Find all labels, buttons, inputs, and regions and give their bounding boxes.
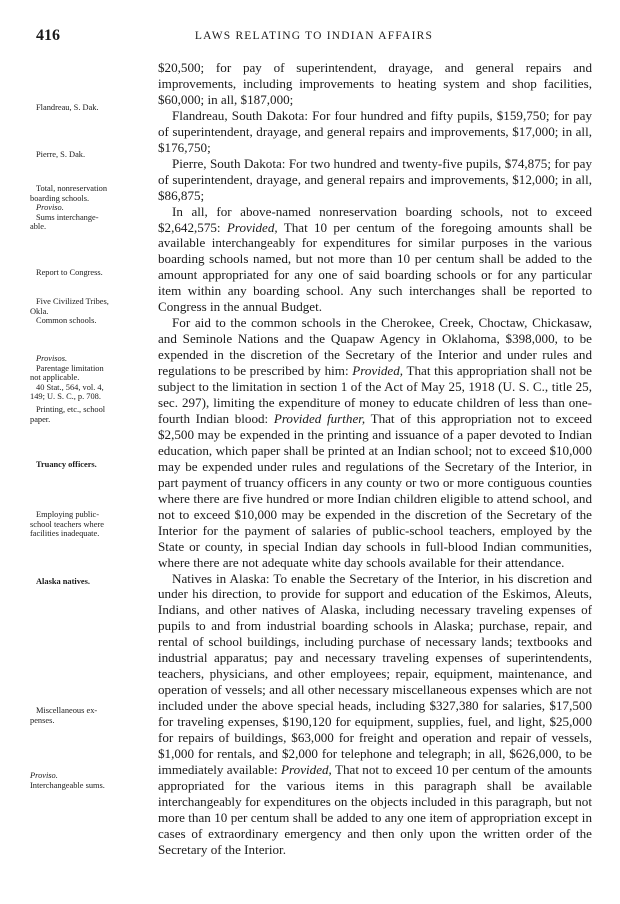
- paragraph-flandreau: Flandreau, South Dakota: For four hundred and fifty pupils, $159,750; for pay of superintendent, drayage, and general repairs and improvements, $17,000; in all, $176,750;: [158, 107, 592, 155]
- margin-note-pierre: Pierre, S. Dak.: [36, 150, 86, 159]
- margin-note-interchangeable: Proviso. Interchangeable sums.: [30, 771, 105, 790]
- paragraph-continued: $20,500; for pay of superintendent, drayage, and general repairs and improvements, including improvements to heating system and shop facilities, $60,000; in all, $187,000;: [158, 60, 592, 107]
- margin-note-total-boarding-schools: Total, nonreservation boarding schools. Proviso. Sums interchange- able.: [30, 184, 108, 231]
- margin-note-alaska-natives: Alaska natives.: [36, 577, 90, 586]
- paragraph-pierre: Pierre, South Dakota: For two hundred and twenty-five pupils, $74,875; for pay of superintendent, drayage, and general repairs and improvements, $12,000; in all, $86,875;: [158, 155, 592, 203]
- margin-note-miscellaneous: Miscellaneous ex- penses.: [30, 706, 98, 725]
- margin-note-printing: Printing, etc., school paper.: [30, 405, 106, 424]
- margin-note-employing-teachers: Employing public- school teachers where facilities inadequate.: [30, 510, 104, 538]
- running-head: LAWS RELATING TO INDIAN AFFAIRS: [194, 30, 434, 42]
- paragraph-alaska-natives: Natives in Alaska: To enable the Secretary of the Interior, in his discretion and under his direction, to provide for support and education of the Eskimos, Aleuts, Indians, and other natives of Alaska, including necessary traveling expenses of pupils to and from industrial boarding schools in Alaska; purchase, repair, and rental of school buildings, including purchase of necessary lands; textbooks and industrial apparatus; pay and necessary traveling expenses of superintendents, teachers, physicians, and other employees; repair, equipment, maintenance, and operation of vessels; and all other necessary miscellaneous expenses which are not included under the above special heads, including $327,380 for salaries, $17,500 for traveling expenses, $190,120 for equipment, supplies, fuel, and light, $25,000 for repairs of buildings, $63,000 for freight and operation and repair of vessels, $1,000 for rentals, and $2,000 for telephone and telegraph; in all, $626,000, to be immediately available: Provided, That not to exceed 10 per centum of the amounts appropriated for the various items in this paragraph shall be available interchangeably for expenditures on the objects included in this paragraph, but not more than 10 per centum shall be added to any one item of appropriation except in cases of extraordinary emergency and then only upon the written order of the Secretary of the Interior.: [158, 570, 592, 857]
- margin-note-flandreau: Flandreau, S. Dak.: [36, 103, 99, 112]
- page-header: [36, 27, 592, 49]
- main-text: [158, 60, 592, 858]
- margin-note-provisos: Provisos. Parentage limitation not applicable. 40 Stat., 564, vol. 4, 149; U. S. C., p. 708.: [30, 354, 104, 401]
- margin-note-five-civilized-tribes: Five Civilized Tribes, Okla. Common schools.: [30, 297, 109, 325]
- margin-note-report-to-congress: Report to Congress.: [36, 268, 103, 277]
- paragraph-total-boarding-schools: In all, for above-named nonreservation boarding schools, not to exceed $2,642,575: Provided, That 10 per centum of the foregoing amounts shall be available interchangeably for expenditures for similar purposes in the various boarding schools named, but not more than 10 per centum shall be added to the amount appropriated for any one of said boarding schools or for any particular item within any boarding school. Any such interchanges shall be reported to Congress in the annual Budget.: [158, 203, 592, 315]
- paragraph-common-schools: For aid to the common schools in the Cherokee, Creek, Choctaw, Chickasaw, and Seminole Nations and the Quapaw Agency in Oklahoma, $398,000, to be expended in the discretion of the Secretary of the Interior and under rules and regulations to be prescribed by him: Provided, That this appropriation shall not be subject to the limitation in section 1 of the Act of May 25, 1918 (U. S. C., title 25, sec. 297), limiting the expenditure of money to educate children of less than one-fourth Indian blood: Provided further, That of this appropriation not to exceed $2,500 may be expended in the printing and issuance of a paper devoted to Indian education, which paper shall be printed at an Indian school; not to exceed $10,000 may be expended under rules and regulations of the Secretary of the Interior, in part payment of truancy officers in any county or two or more contiguous counties where there are five hundred or more Indian children eligible to attend school, and not to exceed $10,000 may be expended in the discretion of the Secretary of the Interior for the payment of salaries of public-school teachers, employed by the State or county, in special Indian day schools in full-blood Indian communities, where there are not adequate white day schools available for their attendance.: [158, 315, 593, 570]
- margin-note-truancy: Truancy officers.: [36, 460, 97, 469]
- page-number: 416: [36, 27, 60, 44]
